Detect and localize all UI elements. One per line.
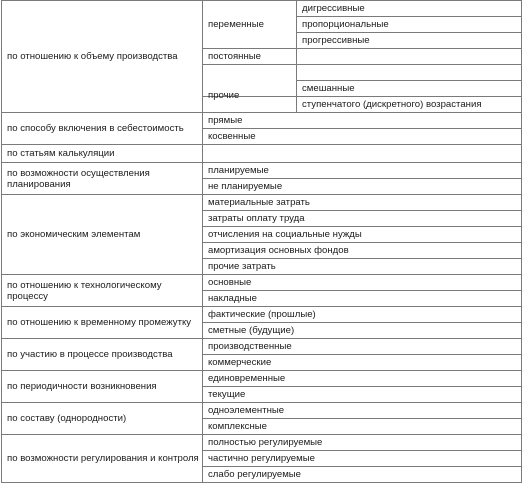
type-cell: фактические (прошлые)	[203, 307, 522, 323]
table-row	[2, 435, 522, 451]
table-row	[2, 371, 522, 387]
type-cell: прочие затрать	[203, 259, 522, 275]
type-cell: одноэлементные	[203, 403, 522, 419]
type-cell: планируемые	[203, 163, 522, 179]
table-row	[2, 195, 522, 211]
table-row	[2, 275, 522, 291]
table-row	[2, 403, 522, 419]
type-cell: амортизация основных фондов	[203, 243, 522, 259]
empty-cell	[297, 49, 522, 65]
criterion-cell: по возможности осуществления планирования	[2, 163, 203, 195]
criterion-cell: по отношению к объему производства	[2, 1, 203, 113]
criterion-cell: по отношению к технологическому процессу	[2, 275, 203, 307]
type-cell: основные	[203, 275, 522, 291]
table-row	[2, 307, 522, 323]
empty-cell	[297, 65, 522, 81]
table-row	[2, 339, 522, 355]
table-row	[2, 113, 522, 129]
type-cell: не планируемые	[203, 179, 522, 195]
type-cell: слабо регулируемые	[203, 467, 522, 483]
type-cell: материальные затрать	[203, 195, 522, 211]
type-cell: единовременные	[203, 371, 522, 387]
criterion-cell: по участию в процессе производства	[2, 339, 203, 371]
type-cell: полностью регулируемые	[203, 435, 522, 451]
type-cell: текущие	[203, 387, 522, 403]
criterion-cell: по возможности регулирования и контроля	[2, 435, 203, 483]
criterion-cell: по статьям калькуляции	[2, 145, 203, 163]
subtype-cell: постоянные	[203, 49, 297, 65]
type-cell: прогрессивные	[297, 33, 522, 49]
criterion-cell: по периодичности возникновения	[2, 371, 203, 403]
type-cell: комплексные	[203, 419, 522, 435]
type-cell: коммерческие	[203, 355, 522, 371]
type-cell: производственные	[203, 339, 522, 355]
criterion-cell: по экономическим элементам	[2, 195, 203, 275]
type-cell: отчисления на социальные нужды	[203, 227, 522, 243]
table-row	[2, 145, 522, 163]
type-cell: пропорциональные	[297, 17, 522, 33]
type-cell: частично регулируемые	[203, 451, 522, 467]
cost-classification-table	[1, 0, 522, 483]
empty-cell	[203, 145, 522, 163]
type-cell: дигрессивные	[297, 1, 522, 17]
subtype-cell: прочие	[203, 88, 297, 104]
type-cell: затраты оплату труда	[203, 211, 522, 227]
type-cell: накладные	[203, 291, 522, 307]
type-cell: прямые	[203, 113, 522, 129]
criterion-cell: по отношению к временному промежутку	[2, 307, 203, 339]
type-cell: ступенчатого (дискретного) возрастания	[297, 97, 522, 113]
criterion-cell: по составу (однородности)	[2, 403, 203, 435]
type-cell: смешанные	[297, 81, 522, 97]
table-row	[2, 1, 522, 17]
criterion-cell: по способу включения в себестоимость	[2, 113, 203, 145]
subtype-cell: переменные	[203, 1, 297, 49]
table-row	[2, 163, 522, 179]
type-cell: сметные (будущие)	[203, 323, 522, 339]
type-cell: косвенные	[203, 129, 522, 145]
